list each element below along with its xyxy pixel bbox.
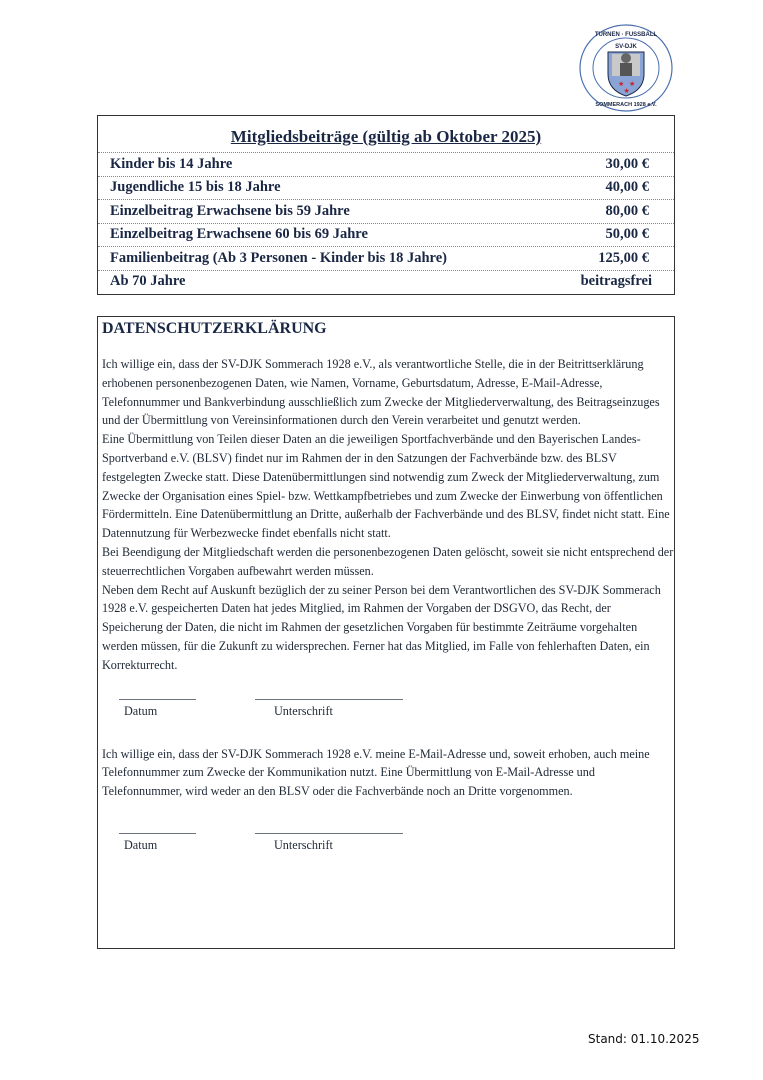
signature-line[interactable] [255, 699, 403, 700]
fee-price: 80,00 € [605, 202, 649, 219]
fee-row [98, 199, 674, 223]
fee-row [98, 176, 674, 200]
svg-text:★: ★ [629, 80, 636, 88]
date-line[interactable] [119, 833, 196, 834]
privacy-paragraph: Neben dem Recht auf Auskunft bezüglich der zu seiner Person bei dem Verantwortlichen des SV-DJK Sommerach 1928 e.V. gespeicherten Daten hat jedes Mitglied, im Rahmen der Vorgaben der DSGVO, das Recht, der Speicherung der Daten, die nicht im Rahmen der gesetzlichen Vorgaben für bestimmte Zeiträume vorgehalten werden müssen, für die Zukunft zu widersprechen. Ferner hat das Mitglied, im Falle von fehlerhaften Daten, ein Korrekturrecht. [102, 582, 661, 672]
privacy-title: DATENSCHUTZERKLÄRUNG [102, 320, 327, 337]
communication-consent: Ich willige ein, dass der SV-DJK Sommerach 1928 e.V. meine E-Mail-Adresse und, soweit erhoben, auch meine Telefonnummer zum Zwecke der Kommunikation nutzt. Eine Übermittlung von E-Mail-Adresse und Telefonnummer, wird weder an den BLSV oder die Fachverbände noch an Dritte vorgenommen. [102, 746, 650, 799]
svg-text:★: ★ [618, 80, 625, 88]
fee-label: Ab 70 Jahre [110, 273, 186, 290]
date-label: Datum [124, 837, 158, 852]
fee-label: Einzelbeitrag Erwachsene 60 bis 69 Jahre [110, 226, 368, 243]
svg-text:★: ★ [623, 87, 630, 95]
signature-label: Unterschrift [274, 837, 333, 852]
fee-label: Jugendliche 15 bis 18 Jahre [110, 179, 281, 196]
fee-price: 40,00 € [605, 179, 649, 196]
fee-price: beitragsfrei [580, 273, 652, 290]
club-crest-icon [576, 22, 676, 114]
fee-price: 30,00 € [605, 155, 649, 172]
fee-label: Familienbeitrag (Ab 3 Personen - Kinder bis 18 Jahre) [110, 249, 447, 266]
fee-row [98, 223, 674, 247]
privacy-body [102, 355, 674, 675]
privacy-paragraph: Ich willige ein, dass der SV-DJK Sommerach 1928 e.V., als verantwortliche Stelle, die in der Beitrittserklärung erhobenen personenbezogenen Daten, wie Namen, Vorname, Geburtsdatum, Adresse, E-Mail-Adresse, Telefonnummer und Bankverbindung ausschließlich zum Zwecke der Mitgliederverwaltung, des Beitragseinzuges und der Übermittlung von Vereinsinformationen durch den Verein verarbeitet und genutzt werden. [102, 357, 660, 428]
date-label: Datum [124, 703, 158, 718]
fee-row [98, 270, 674, 294]
fees-title: Mitgliedsbeiträge (gültig ab Oktober 2025) [230, 127, 542, 146]
fee-price: 50,00 € [605, 226, 649, 243]
signature-block-2 [98, 819, 674, 867]
signature-label: Unterschrift [274, 703, 333, 718]
fee-label: Kinder bis 14 Jahre [110, 155, 233, 172]
fee-label: Einzelbeitrag Erwachsene bis 59 Jahre [110, 202, 350, 219]
fee-price: 125,00 € [598, 249, 649, 266]
privacy-statement [97, 316, 675, 949]
privacy-paragraph: Bei Beendigung der Mitgliedschaft werden die personenbezogenen Daten gelöscht, soweit sie nicht entsprechend der steuerrechtlichen Vorgaben aufbewahrt werden müssen. [102, 544, 674, 578]
svg-text:SV-DJK: SV-DJK [615, 44, 637, 50]
svg-text:SOMMERACH 1928 e.V.: SOMMERACH 1928 e.V. [595, 102, 657, 108]
privacy-paragraph: Eine Übermittlung von Teilen dieser Daten an die jeweiligen Sportfachverbände und den Bayerischen Landes-Sportverband e.V. (BLSV) findet nur im Rahmen der in den Satzungen der Fachverbände bzw. des BLSV festgelegten Zwecke statt. Diese Datenübermittlungen sind notwendig zum Zweck der Mitgliederverwaltung, zum Zwecke der Organisation eines Spiel- bzw. Wettkampfbetriebes und zum Zwecke der Einwerbung von öffentlichen Fördermitteln. Eine Datenübermittlung an Dritte, außerhalb der Fachverbände und des BLSV, findet nicht statt. Eine Datennutzung für Werbezwecke findet ebenfalls nicht statt. [102, 432, 670, 541]
fee-row [98, 246, 674, 270]
date-line[interactable] [119, 699, 196, 700]
signature-line[interactable] [255, 833, 403, 834]
club-logo [576, 22, 676, 114]
svg-text:TURNEN · FUSSBALL: TURNEN · FUSSBALL [594, 32, 658, 38]
signature-block-1 [98, 685, 674, 733]
document-date: Stand: 01.10.2025 [588, 1032, 700, 1046]
fee-row [98, 152, 674, 176]
membership-fees-table [97, 115, 675, 295]
